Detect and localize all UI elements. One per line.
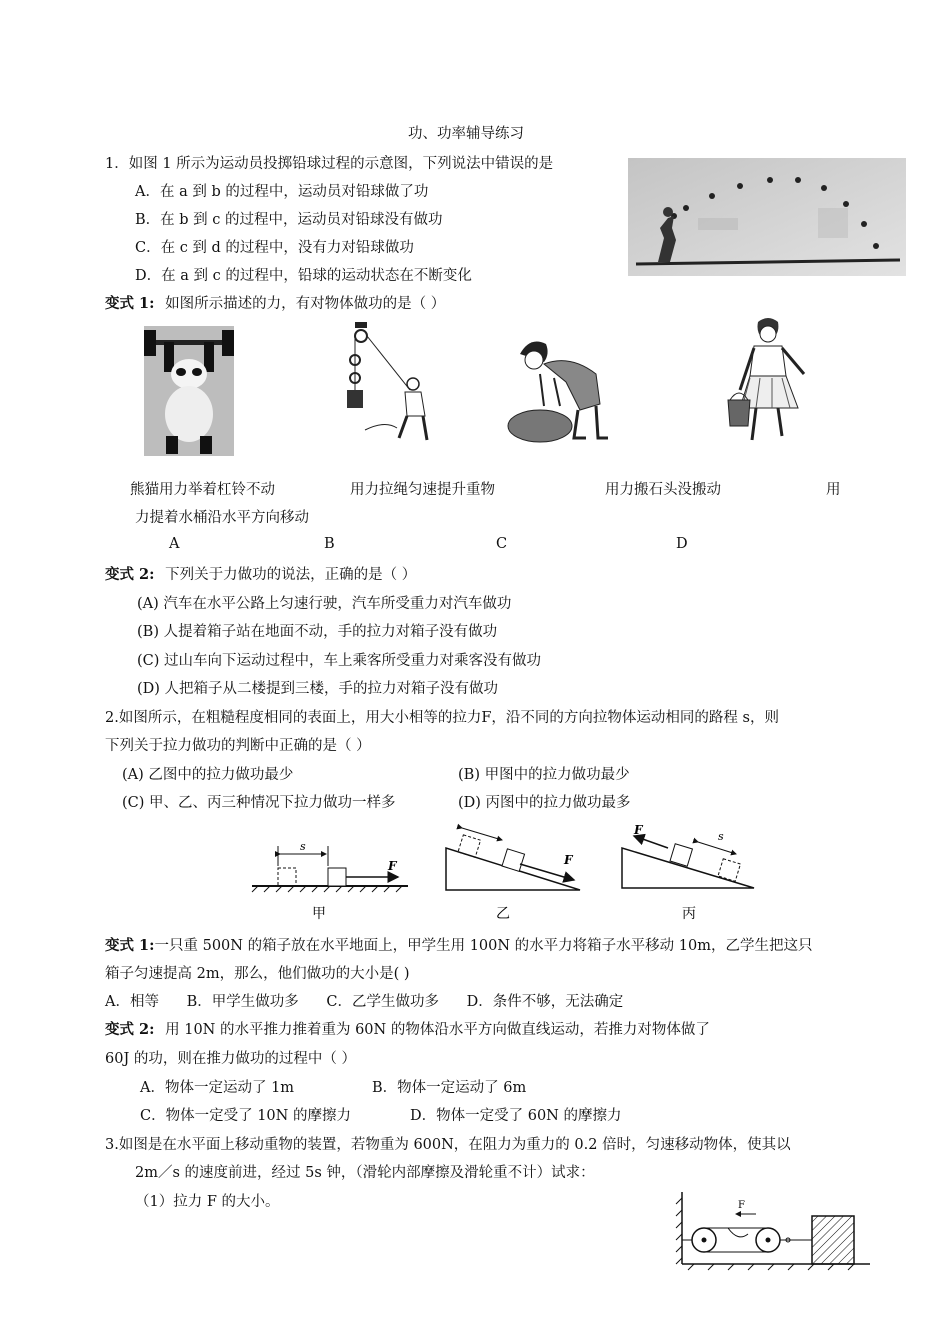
v4-option-b: B．物体一定运动了 6m (372, 1080, 527, 1096)
v2-option-c: (C) 过山车向下运动过程中，车上乘客所受重力对乘客没有做功 (137, 653, 542, 669)
q2-jia-f-label: F (388, 859, 397, 873)
q2-figure-bing (618, 820, 758, 922)
shot-put-photo (628, 158, 906, 276)
q2-figure-yi (440, 818, 590, 922)
v2-label: 变式 2: (105, 566, 155, 583)
v1-caption-d-cont: 力提着水桶沿水平方向移动 (135, 510, 309, 526)
q2-label-yi: 乙 (496, 906, 510, 922)
v4-label: 变式 2: (105, 1021, 155, 1038)
rope-pulley-figure (335, 320, 445, 450)
v1-caption-d: 用 (826, 482, 841, 498)
q3-subquestion-1: （1）拉力 F 的大小。 (135, 1194, 280, 1210)
q3-pulley-figure (674, 1190, 874, 1272)
v1-caption-a: 熊猫用力举着杠铃不动 (130, 482, 275, 498)
q2-option-c: (C) 甲、乙、丙三种情况下拉力做功一样多 (122, 795, 396, 811)
v4-stem-line1: 用 10N 的水平推力推着重为 60N 的物体沿水平方向做直线运动，若推力对物体做了 (165, 1022, 710, 1038)
q2-jia-s-label: s (300, 840, 306, 853)
carry-bucket-figure (720, 316, 815, 452)
v3-stem-line1: 一只重 500N 的箱子放在水平地面上，甲学生用 100N 的水平力将箱子水平移动 10m，乙学生把这只 (154, 938, 813, 954)
v3-label: 变式 1: (105, 937, 155, 954)
q2-bing-s-label: s (718, 830, 724, 843)
v1-stem: 如图所示描述的力，有对物体做功的是（ ） (165, 296, 446, 312)
v4-option-a: A．物体一定运动了 1m (140, 1080, 295, 1096)
v2-option-d: (D) 人把箱子从二楼提到三楼，手的拉力对箱子没有做功 (137, 681, 499, 697)
v1-letter-b: B (324, 536, 335, 552)
q1-option-b: B．在 b 到 c 的过程中，运动员对铅球没有做功 (135, 212, 443, 228)
q2-bing-f-label: F (634, 823, 643, 837)
v4-stem-line2: 60J 的功，则在推力做功的过程中（ ） (105, 1051, 356, 1067)
v3-options: A．相等 B．甲学生做功多 C．乙学生做功多 D．条件不够，无法确定 (105, 994, 624, 1010)
q2-figure-jia (250, 838, 410, 920)
v1-caption-b: 用力拉绳匀速提升重物 (350, 482, 495, 498)
v2-stem: 下列关于力做功的说法，正确的是（ ） (165, 567, 417, 583)
q2-stem-line2: 下列关于拉力做功的判断中正确的是（ ） (105, 738, 371, 754)
q2-yi-f-label: F (564, 853, 573, 867)
panda-barbell-photo (144, 326, 234, 456)
q2-option-a: (A) 乙图中的拉力做功最少 (122, 767, 294, 783)
q2-option-d: (D) 丙图中的拉力做功最多 (458, 795, 631, 811)
q2-option-b: (B) 甲图中的拉力做功最少 (458, 767, 630, 783)
q3-stem-line2: 2m／s 的速度前进，经过 5s 钟，（滑轮内部摩擦及滑轮重不计）试求： (135, 1165, 595, 1181)
q2-label-jia: 甲 (312, 906, 326, 920)
q1-stem: 1．如图 1 所示为运动员投掷铅球过程的示意图，下列说法中错误的是 (105, 156, 554, 172)
q2-stem-line1: 2.如图所示，在粗糙程度相同的表面上，用大小相等的拉力F，沿不同的方向拉物体运动相同的路程 s，则 (105, 710, 779, 726)
v4-option-c: C．物体一定受了 10N 的摩擦力 (140, 1108, 351, 1124)
push-stone-figure (500, 334, 610, 446)
v1-caption-c: 用力搬石头没搬动 (605, 482, 721, 498)
v3-stem-line2: 箱子匀速提高 2m，那么，他们做功的大小是( ) (105, 966, 410, 982)
v4-option-d: D．物体一定受了 60N 的摩擦力 (410, 1108, 622, 1124)
q3-f-label: F (738, 1200, 745, 1211)
v2-option-b: (B) 人提着箱子站在地面不动，手的拉力对箱子没有做功 (137, 624, 498, 640)
q3-stem-line1: 3.如图是在水平面上移动重物的装置，若物重为 600N，在阻力为重力的 0.2 倍时，匀速移动物体，使其以 (105, 1137, 791, 1153)
page-title: 功、功率辅导练习 (408, 126, 524, 142)
v1-letter-c: C (496, 536, 508, 552)
q1-option-d: D．在 a 到 c 的过程中，铅球的运动状态在不断变化 (135, 268, 472, 284)
v1-letter-d: D (676, 536, 688, 552)
v2-option-a: (A) 汽车在水平公路上匀速行驶，汽车所受重力对汽车做功 (137, 596, 512, 612)
q2-label-bing: 丙 (682, 906, 696, 922)
q1-option-c: C．在 c 到 d 的过程中，没有力对铅球做功 (135, 240, 414, 256)
q1-option-a: A．在 a 到 b 的过程中，运动员对铅球做了功 (135, 184, 429, 200)
v1-label: 变式 1: (105, 295, 155, 312)
v1-letter-a: A (169, 536, 180, 552)
